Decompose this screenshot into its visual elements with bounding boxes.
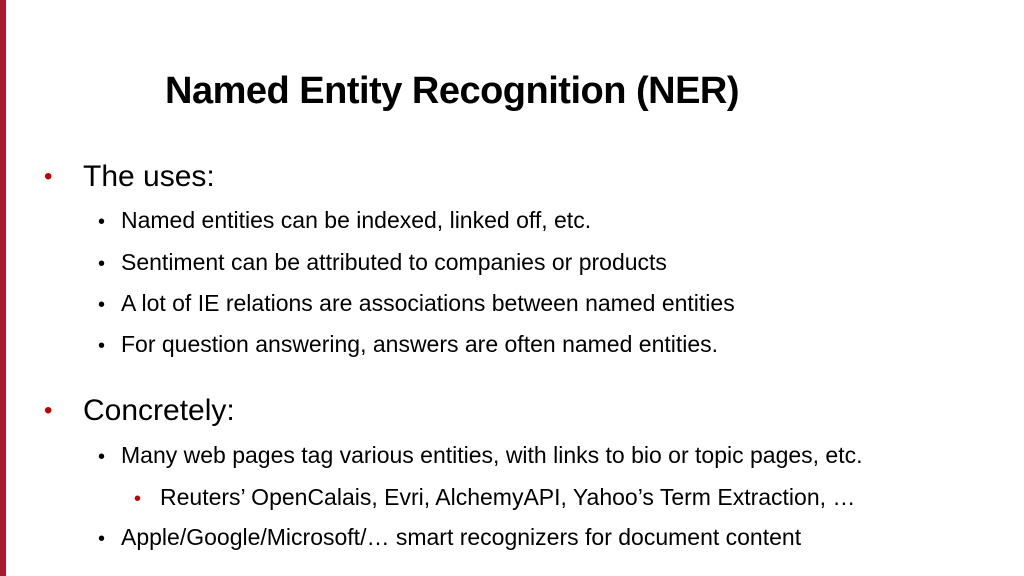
bullet-marker: • xyxy=(44,397,53,424)
list-item xyxy=(98,249,667,276)
list-item-text: Apple/Google/Microsoft/… smart recognizers for document content xyxy=(121,524,802,550)
list-item xyxy=(98,207,591,234)
list-item xyxy=(98,331,718,358)
section-heading-concretely xyxy=(44,394,235,428)
bullet-marker: • xyxy=(44,163,53,190)
bullet-marker: • xyxy=(134,488,142,510)
bullet-marker: • xyxy=(98,211,106,233)
list-item xyxy=(98,290,735,317)
list-item-text: Named entities can be indexed, linked off, etc. xyxy=(121,207,592,233)
list-item-text: Many web pages tag various entities, with links to bio or topic pages, etc. xyxy=(121,442,863,468)
list-item-text: Sentiment can be attributed to companies or products xyxy=(121,249,667,275)
list-item-nested xyxy=(134,484,855,511)
bullet-marker: • xyxy=(98,335,106,357)
list-item-text: Reuters’ OpenCalais, Evri, AlchemyAPI, Yahoo’s Term Extraction, … xyxy=(160,484,856,510)
list-item-text: A lot of IE relations are associations between named entities xyxy=(121,290,735,316)
slide-accent-bar xyxy=(0,0,6,576)
bullet-marker: • xyxy=(98,446,106,468)
list-item xyxy=(98,442,863,469)
section-heading-text: Concretely: xyxy=(83,394,235,427)
bullet-marker: • xyxy=(98,528,106,550)
section-heading-text: The uses: xyxy=(83,160,215,193)
list-item xyxy=(98,524,801,551)
slide-title: Named Entity Recognition (NER) xyxy=(165,70,740,112)
bullet-marker: • xyxy=(98,253,106,275)
bullet-marker: • xyxy=(98,294,106,316)
section-heading-uses xyxy=(44,160,215,194)
list-item-text: For question answering, answers are often named entities. xyxy=(121,331,719,357)
